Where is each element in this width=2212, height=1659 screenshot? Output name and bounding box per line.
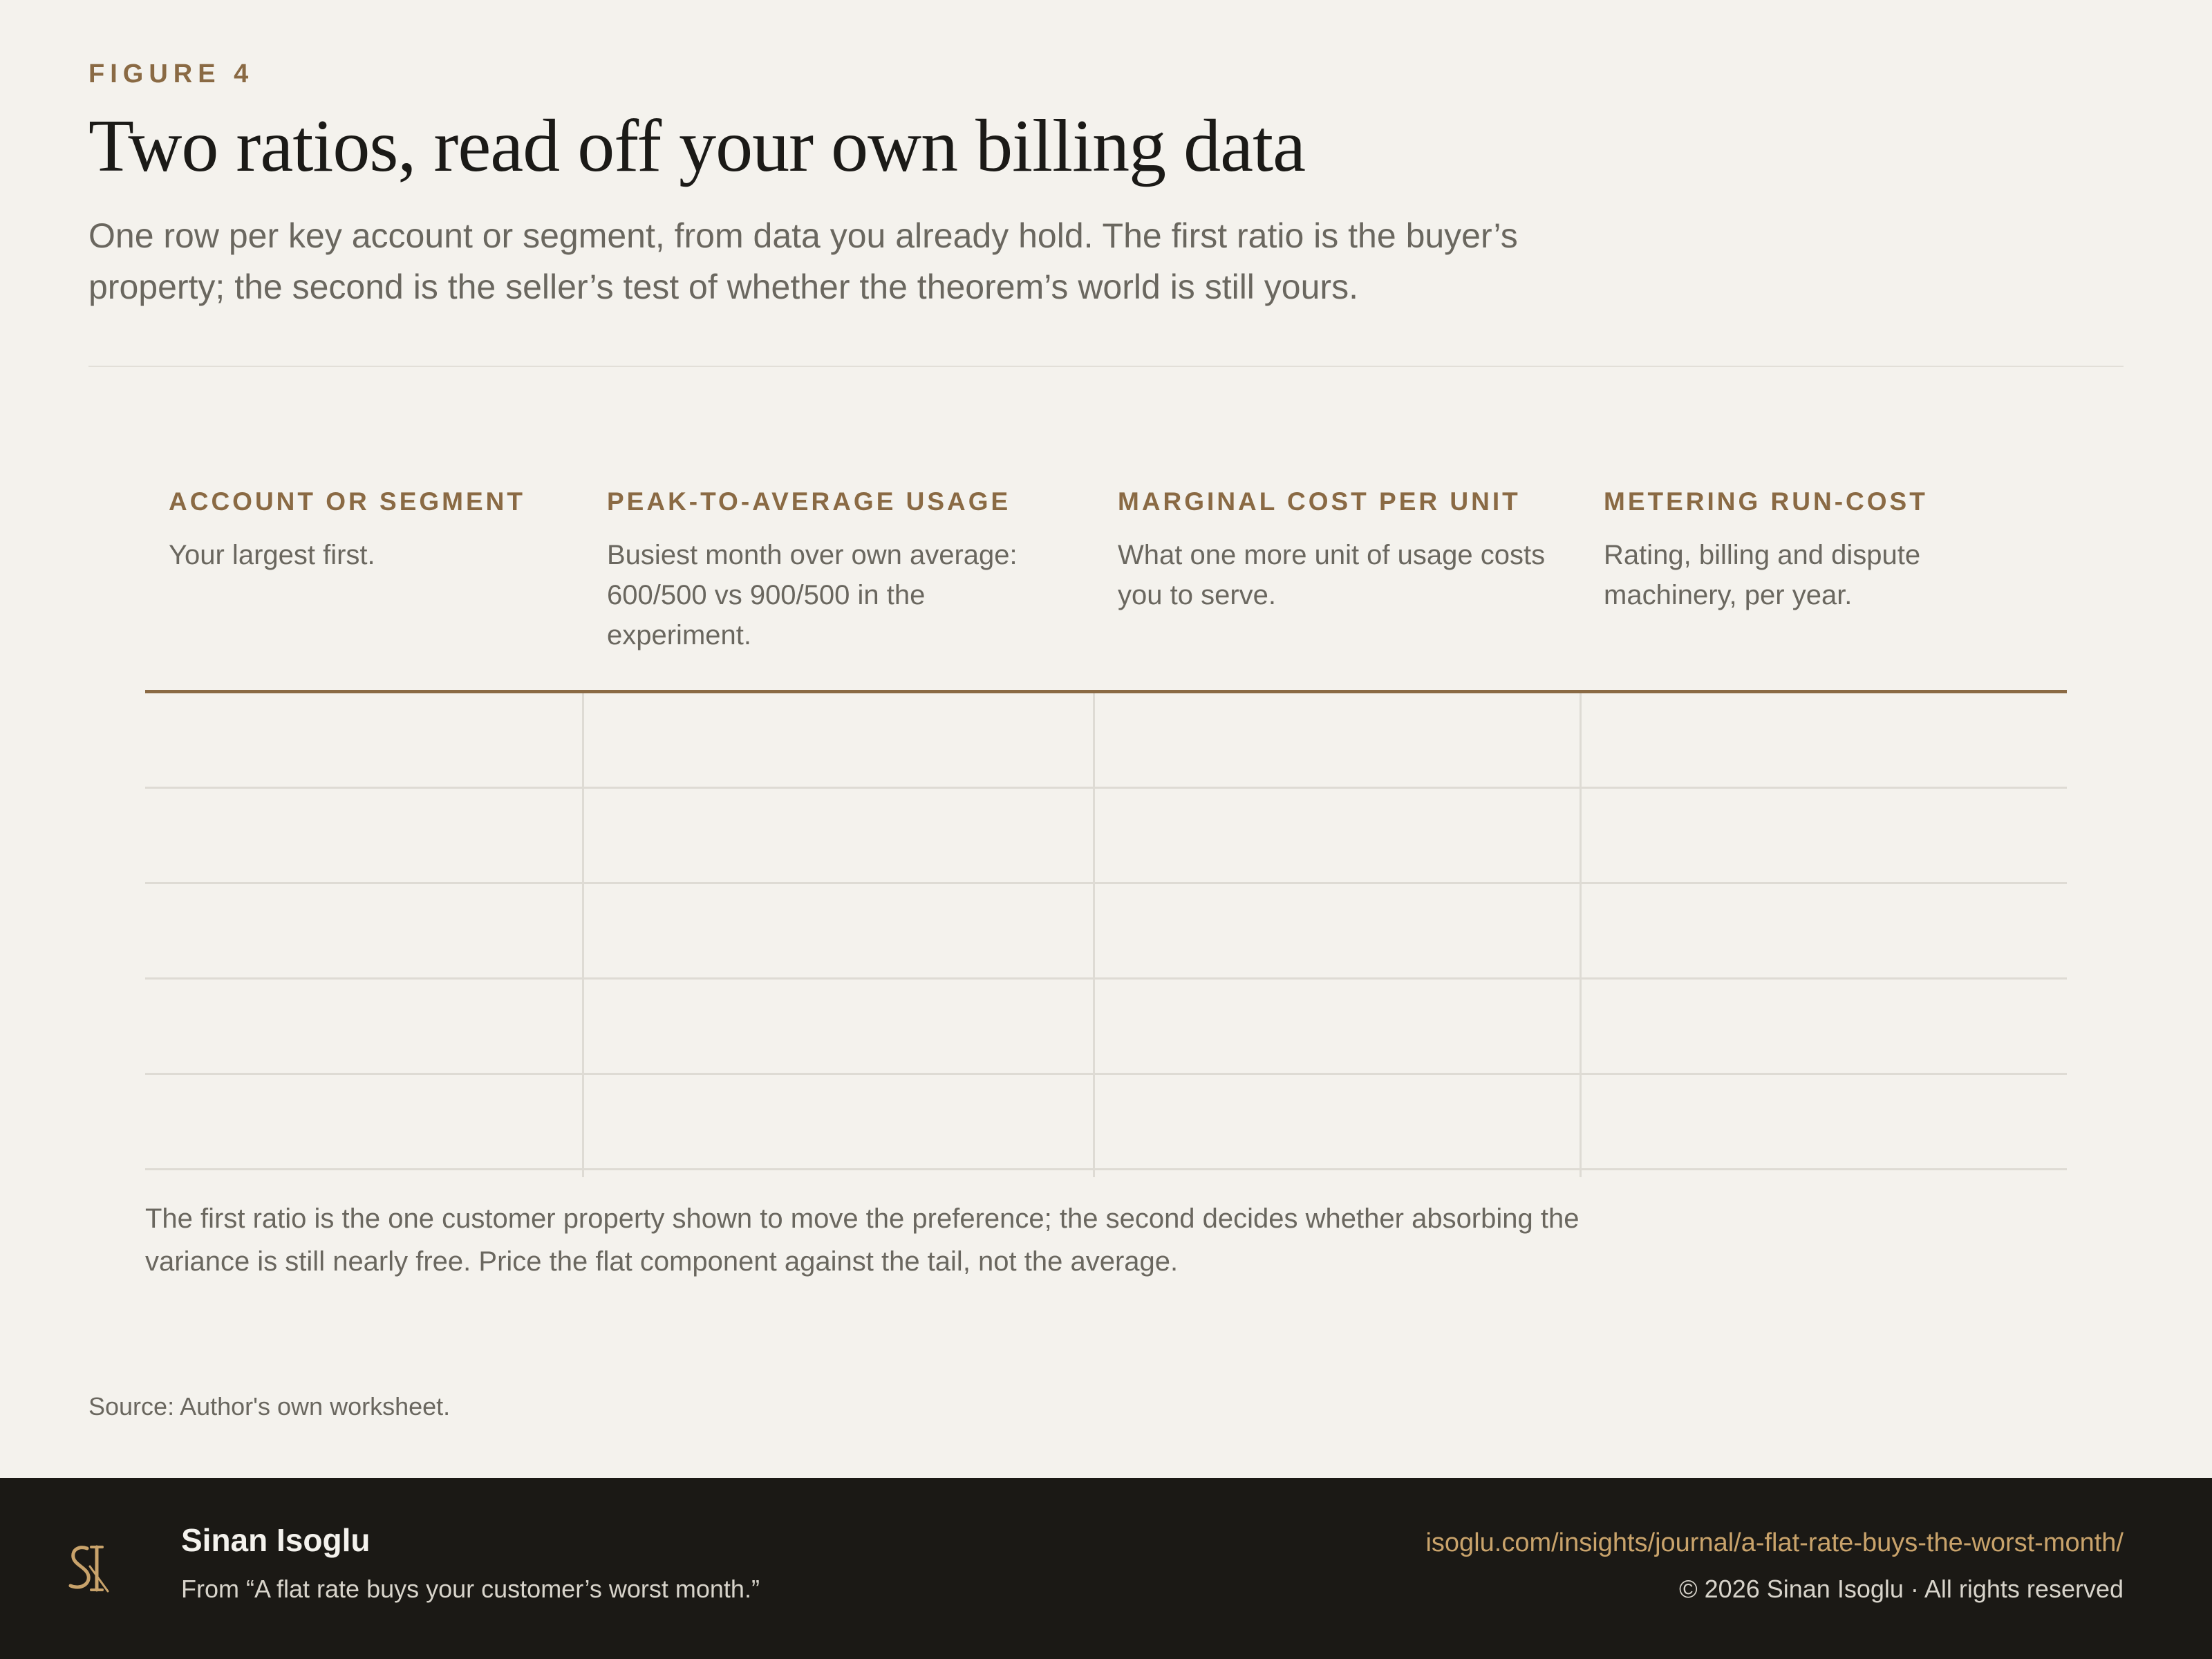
table-cell[interactable] — [145, 1075, 582, 1168]
column-description: Busiest month over own average: 600/500 vs 900/500 in the experiment. — [607, 540, 1018, 650]
column-header-account — [169, 484, 556, 575]
table-cell[interactable] — [1582, 693, 2067, 787]
column-label: METERING RUN-COST — [1604, 487, 1928, 516]
column-label: PEAK-TO-AVERAGE USAGE — [607, 487, 1011, 516]
column-header-metering-run-cost — [1604, 484, 2032, 615]
table-cell[interactable] — [584, 789, 1093, 882]
table-body — [145, 693, 2067, 1170]
figure-eyebrow: FIGURE 4 — [88, 59, 254, 88]
table-row — [145, 884, 2067, 980]
table-cell[interactable] — [584, 980, 1093, 1073]
table-cell[interactable] — [584, 693, 1093, 787]
column-label: ACCOUNT OR SEGMENT — [169, 487, 525, 516]
table-cell[interactable] — [145, 789, 582, 882]
header-divider — [88, 366, 2124, 367]
footer — [0, 1478, 2212, 1659]
column-divider — [1580, 693, 1582, 1177]
column-description: Rating, billing and dispute machinery, per year. — [1604, 540, 1921, 610]
figure-title: Two ratios, read off your own billing data — [88, 105, 1306, 187]
source-line: Source: Author's own worksheet. — [88, 1392, 451, 1421]
table-cell[interactable] — [1095, 789, 1580, 882]
column-divider — [582, 693, 584, 1177]
author-name: Sinan Isoglu — [181, 1522, 371, 1558]
table-cell[interactable] — [1095, 980, 1580, 1073]
table-cell[interactable] — [1095, 884, 1580, 977]
table-cell[interactable] — [1582, 1075, 2067, 1168]
table-cell[interactable] — [1582, 980, 2067, 1073]
column-header-peak-to-average — [607, 484, 1022, 655]
figure-subtitle: One row per key account or segment, from data you already hold. The first ratio is the buyer’s property; the second is the seller’s test of whether the theorem’s world is still yours. — [88, 216, 1518, 306]
table-row — [145, 789, 2067, 884]
table-cell[interactable] — [145, 884, 582, 977]
column-divider — [1093, 693, 1095, 1177]
table-cell[interactable] — [1095, 1075, 1580, 1168]
table-cell[interactable] — [1582, 789, 2067, 882]
table-cell[interactable] — [145, 980, 582, 1073]
table-cell[interactable] — [584, 884, 1093, 977]
column-header-marginal-cost — [1118, 484, 1546, 615]
table-row — [145, 980, 2067, 1075]
table-cell[interactable] — [145, 693, 582, 787]
monogram-logo-icon — [62, 1539, 119, 1601]
article-reference: From “A flat rate buys your customer’s worst month.” — [181, 1575, 760, 1603]
table-cell[interactable] — [1582, 884, 2067, 977]
table-row — [145, 1075, 2067, 1170]
table-cell[interactable] — [1095, 693, 1580, 787]
column-description: What one more unit of usage costs you to serve. — [1118, 540, 1546, 610]
copyright-notice: © 2026 Sinan Isoglu · All rights reserved — [1679, 1575, 2124, 1603]
article-link[interactable]: isoglu.com/insights/journal/a-flat-rate-buys-the-worst-month/ — [1425, 1528, 2124, 1557]
table-cell[interactable] — [584, 1075, 1093, 1168]
worksheet-table — [145, 484, 2067, 691]
column-label: MARGINAL COST PER UNIT — [1118, 487, 1521, 516]
table-row — [145, 693, 2067, 789]
column-description: Your largest first. — [169, 540, 375, 570]
figure-note: The first ratio is the one customer property shown to move the preference; the second decides whether absorbing the variance is still nearly free. Price the flat component against the tail, not the average. — [145, 1203, 1580, 1277]
table-header — [145, 484, 2067, 691]
